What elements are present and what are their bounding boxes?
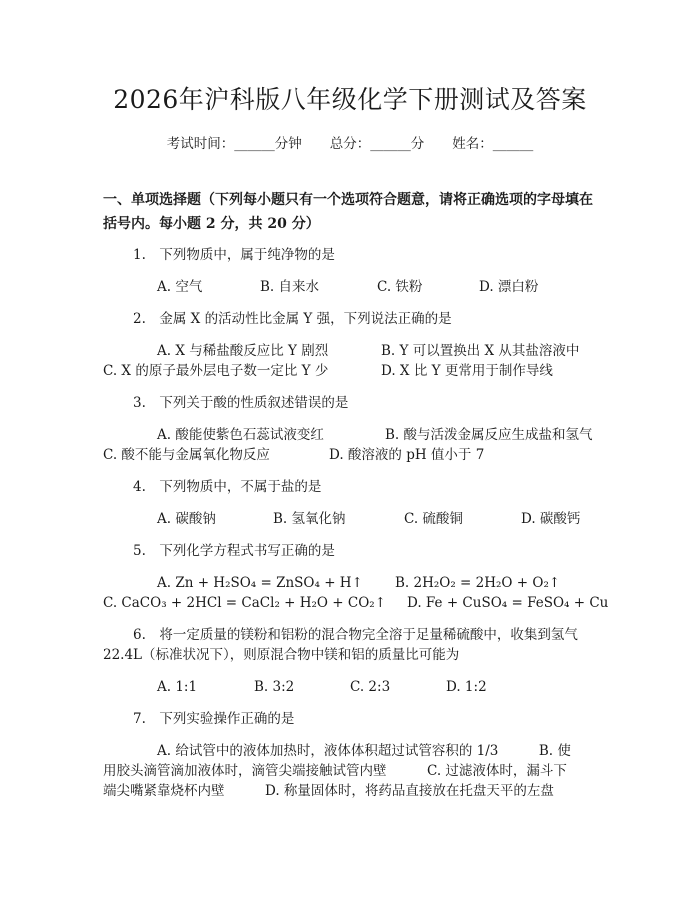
option-b: B. 3:2 xyxy=(254,679,295,695)
option-b: B. 2H₂O₂ = 2H₂O + O₂↑ xyxy=(395,575,561,591)
section-heading: 一、单项选择题（下列每小题只有一个选项符合题意，请将正确选项的字母填在括号内。每小题 2 分，共 20 分） xyxy=(103,192,593,232)
question-stem: 1. 下列物质中，属于纯净物的是 xyxy=(133,247,335,263)
option-d: D. 1:2 xyxy=(446,679,487,695)
exam-info xyxy=(0,132,700,152)
option-d: D. 碳酸钙 xyxy=(521,511,581,527)
options-line: 端尖嘴紧靠烧杯内壁 D. 称量固体时，将药品直接放在托盘天平的左盘 xyxy=(103,783,554,799)
student-name-field: 姓名：______ xyxy=(452,136,534,152)
option-a: A. X 与稀盐酸反应比 Y 剧烈 xyxy=(157,343,329,359)
option-c: C. CaCO₃ + 2HCl = CaCl₂ + H₂O + CO₂↑ xyxy=(103,595,387,611)
question-stem-continued: 22.4L（标准状况下），则原混合物中镁和铝的质量比可能为 xyxy=(103,647,460,663)
option-a: A. 1:1 xyxy=(157,679,198,695)
options-line: 用胶头滴管滴加液体时，滴管尖端接触试管内壁 C. 过滤液体时，漏斗下 xyxy=(103,763,567,779)
option-c: C. 铁粉 xyxy=(377,279,423,295)
option-c: C. X 的原子最外层电子数一定比 Y 少 xyxy=(103,363,329,379)
option-d: D. X 比 Y 更常用于制作导线 xyxy=(381,363,553,379)
option-b: B. 酸与活泼金属反应生成盐和氢气 xyxy=(385,427,593,443)
page-title: 2026年沪科版八年级化学下册测试及答案 xyxy=(113,85,587,114)
option-a: A. 空气 xyxy=(157,279,203,295)
option-c: C. 2:3 xyxy=(350,679,391,695)
option-b: B. 氢氧化钠 xyxy=(273,511,346,527)
option-d: D. 漂白粉 xyxy=(479,279,539,295)
question-stem: 5. 下列化学方程式书写正确的是 xyxy=(133,543,335,559)
total-score-field: 总分：______分 xyxy=(329,136,425,152)
question-stem: 2. 金属 X 的活动性比金属 Y 强，下列说法正确的是 xyxy=(133,311,452,327)
option-c: C. 酸不能与金属氧化物反应 xyxy=(103,447,270,463)
exam-time-field: 考试时间：______分钟 xyxy=(166,136,302,152)
option-a: A. Zn + H₂SO₄ = ZnSO₄ + H↑ xyxy=(157,575,363,591)
options-line: A. 给试管中的液体加热时，液体体积超过试管容积的 1/3 B. 使 xyxy=(157,743,571,759)
question-stem: 7. 下列实验操作正确的是 xyxy=(133,711,295,727)
option-d: D. Fe + CuSO₄ = FeSO₄ + Cu xyxy=(407,595,609,611)
option-a: A. 酸能使紫色石蕊试液变红 xyxy=(157,427,324,443)
question-stem: 4. 下列物质中，不属于盐的是 xyxy=(133,479,322,495)
option-b: B. 自来水 xyxy=(260,279,320,295)
option-d: D. 酸溶液的 pH 值小于 7 xyxy=(329,447,485,463)
question-stem: 3. 下列关于酸的性质叙述错误的是 xyxy=(133,395,349,411)
option-c: C. 硫酸铜 xyxy=(404,511,463,527)
option-b: B. Y 可以置换出 X 从其盐溶液中 xyxy=(381,343,580,359)
question-stem: 6. 将一定质量的镁粉和铝粉的混合物完全溶于足量稀硫酸中，收集到氢气 xyxy=(133,627,578,643)
option-a: A. 碳酸钠 xyxy=(157,511,216,527)
